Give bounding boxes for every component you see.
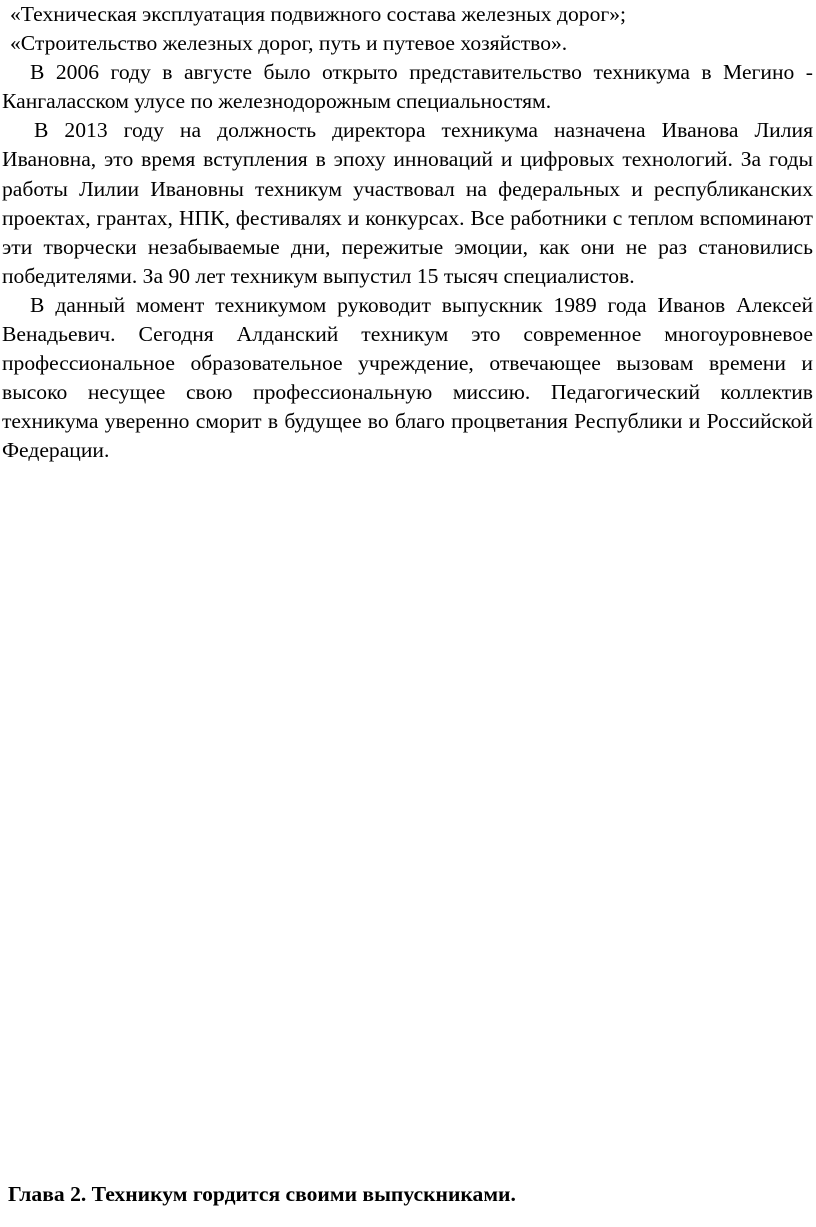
- list-item-specialty-railway-construction: «Строительство железных дорог, путь и путевое хозяйство».: [10, 31, 568, 56]
- document-body: [2, 0, 813, 466]
- chapter-heading: Глава 2. Техникум гордится своими выпускниками.: [8, 1182, 516, 1206]
- paragraph-2006-branch: В 2006 году в августе было открыто представительство техникума в Мегино - Кангаласском улусе по железнодорожным специальностям.: [2, 60, 813, 114]
- list-item-specialty-rolling-stock: «Техническая эксплуатация подвижного состава железных дорог»;: [10, 2, 627, 26]
- paragraph-current-director: В данный момент техникумом руководит выпускник 1989 года Иванов Алексей Венадьевич. Сегодня Алданский техникум это современное многоуровневое профессиональное образовательное учреждение, отвечающее вызовам времени и высоко несущее свою профессиональную миссию. Педагогический коллектив техникума уверенно сморит в будущее во благо процветания Республики и Российской Федерации.: [2, 292, 813, 463]
- paragraph-2013-director: В 2013 году на должность директора техникума назначена Иванова Лилия Ивановна, это время вступления в эпоху инноваций и цифровых технологий. За годы работы Лилии Ивановны техникум участвовал на федеральных и республиканских проектах, грантах, НПК, фестивалях и конкурсах. Все работники с теплом вспоминают эти творчески незабываемые дни, пережитые эмоции, как они не раз становились победителями. За 90 лет техникум выпустил 15 тысяч специалистов.: [2, 118, 813, 288]
